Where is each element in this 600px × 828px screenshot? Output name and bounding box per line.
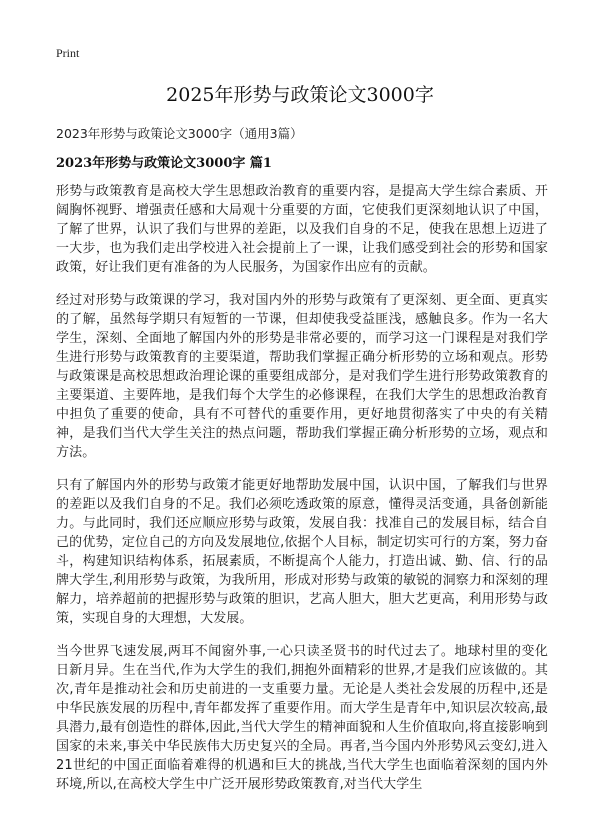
paragraph-1: 形势与政策教育是高校大学生思想政治教育的重要内容，是提高大学生综合素质、开阔胸怀视野、增强责任感和大局观十分重要的方面，它使我们更深刻地认识了中国，了解了世界，认识了我们与世界的差距，以及我们自身的不足，使我在思想上迈进了一大步，也为我们走出学校进入社会提前上了一课，让我们感受到社会的形势和国家政策，好让我们更有准备的为人民服务，为国家作出应有的贡献。 [56, 184, 548, 275]
document-body [56, 182, 548, 808]
print-link[interactable]: Print [56, 46, 80, 60]
section-heading: 2023年形势与政策论文3000字 篇1 [56, 156, 272, 171]
document-subtitle: 2023年形势与政策论文3000字（通用3篇） [56, 126, 303, 141]
paragraph-2: 经过对形势与政策课的学习，我对国内外的形势与政策有了更深刻、更全面、更真实的了解，虽然每学期只有短暂的一节课，但却使我受益匪浅，感触良多。作为一名大学生，深刻、全面地了解国内外的形势是非常必要的，而学习这一门课程是对我们学生进行形势与政策教育的主要渠道，帮助我们掌握正确分析形势的立场和观点。形势与政策课是高校思想政治理论课的重要组成部分，是对我们学生进行形势政策教育的主要渠道、主要阵地，是我们每个大学生的必修课程，在我们大学生的思想政治教育中担负了重要的使命，具有不可替代的重要作用，更好地贯彻落实了中央的有关精神，是我们当代大学生关注的热点问题，帮助我们掌握正确分析形势的立场，观点和方法。 [56, 293, 548, 460]
paragraph-3: 只有了解国内外的形势与政策才能更好地帮助发展中国，认识中国，了解我们与世界的差距以及我们自身的不足。我们必须吃透政策的原意，懂得灵活变通，具备创新能力。与此同时，我们还应顺应形势与政策，发展自我：找准自己的发展目标，结合自己的优势，定位自己的方向及发展地位,依据个人目标，制定切实可行的方案，努力奋斗，构建知识结构体系，拓展素质，不断提高个人能力，打造出诚、勤、信、行的品牌大学生,利用形势与政策，为我所用，形成对形势与政策的敏锐的洞察力和深刻的理解力，培养超前的把握形势与政策的胆识，艺高人胆大，胆大艺更高，利用形势与政策，实现自身的大理想，大发展。 [56, 478, 548, 626]
paragraph-4: 当今世界飞速发展,两耳不闻窗外事,一心只读圣贤书的时代过去了。地球村里的变化日新月异。生在当代,作为大学生的我们,拥抱外面精彩的世界,才是我们应该做的。其次,青年是推动社会和历史前进的一支重要力量。无论是人类社会发展的历程中,还是中华民族发展的历程中,青年都发挥了重要作用。而大学生是青年中,知识层次较高,最具潜力,最有创造性的群体,因此,当代大学生的精神面貌和人生价值取向,将直接影响到国家的未来,事关中华民族伟大历史复兴的全局。再者,当今国内外形势风云变幻,进入21世纪的中国正面临着难得的机遇和巨大的挑战,当代大学生也面临着深刻的国内外环境,所以,在高校大学生中广泛开展形势政策教育,对当代大学生 [56, 644, 548, 792]
document-title: 2025年形势与政策论文3000字 [166, 84, 434, 106]
